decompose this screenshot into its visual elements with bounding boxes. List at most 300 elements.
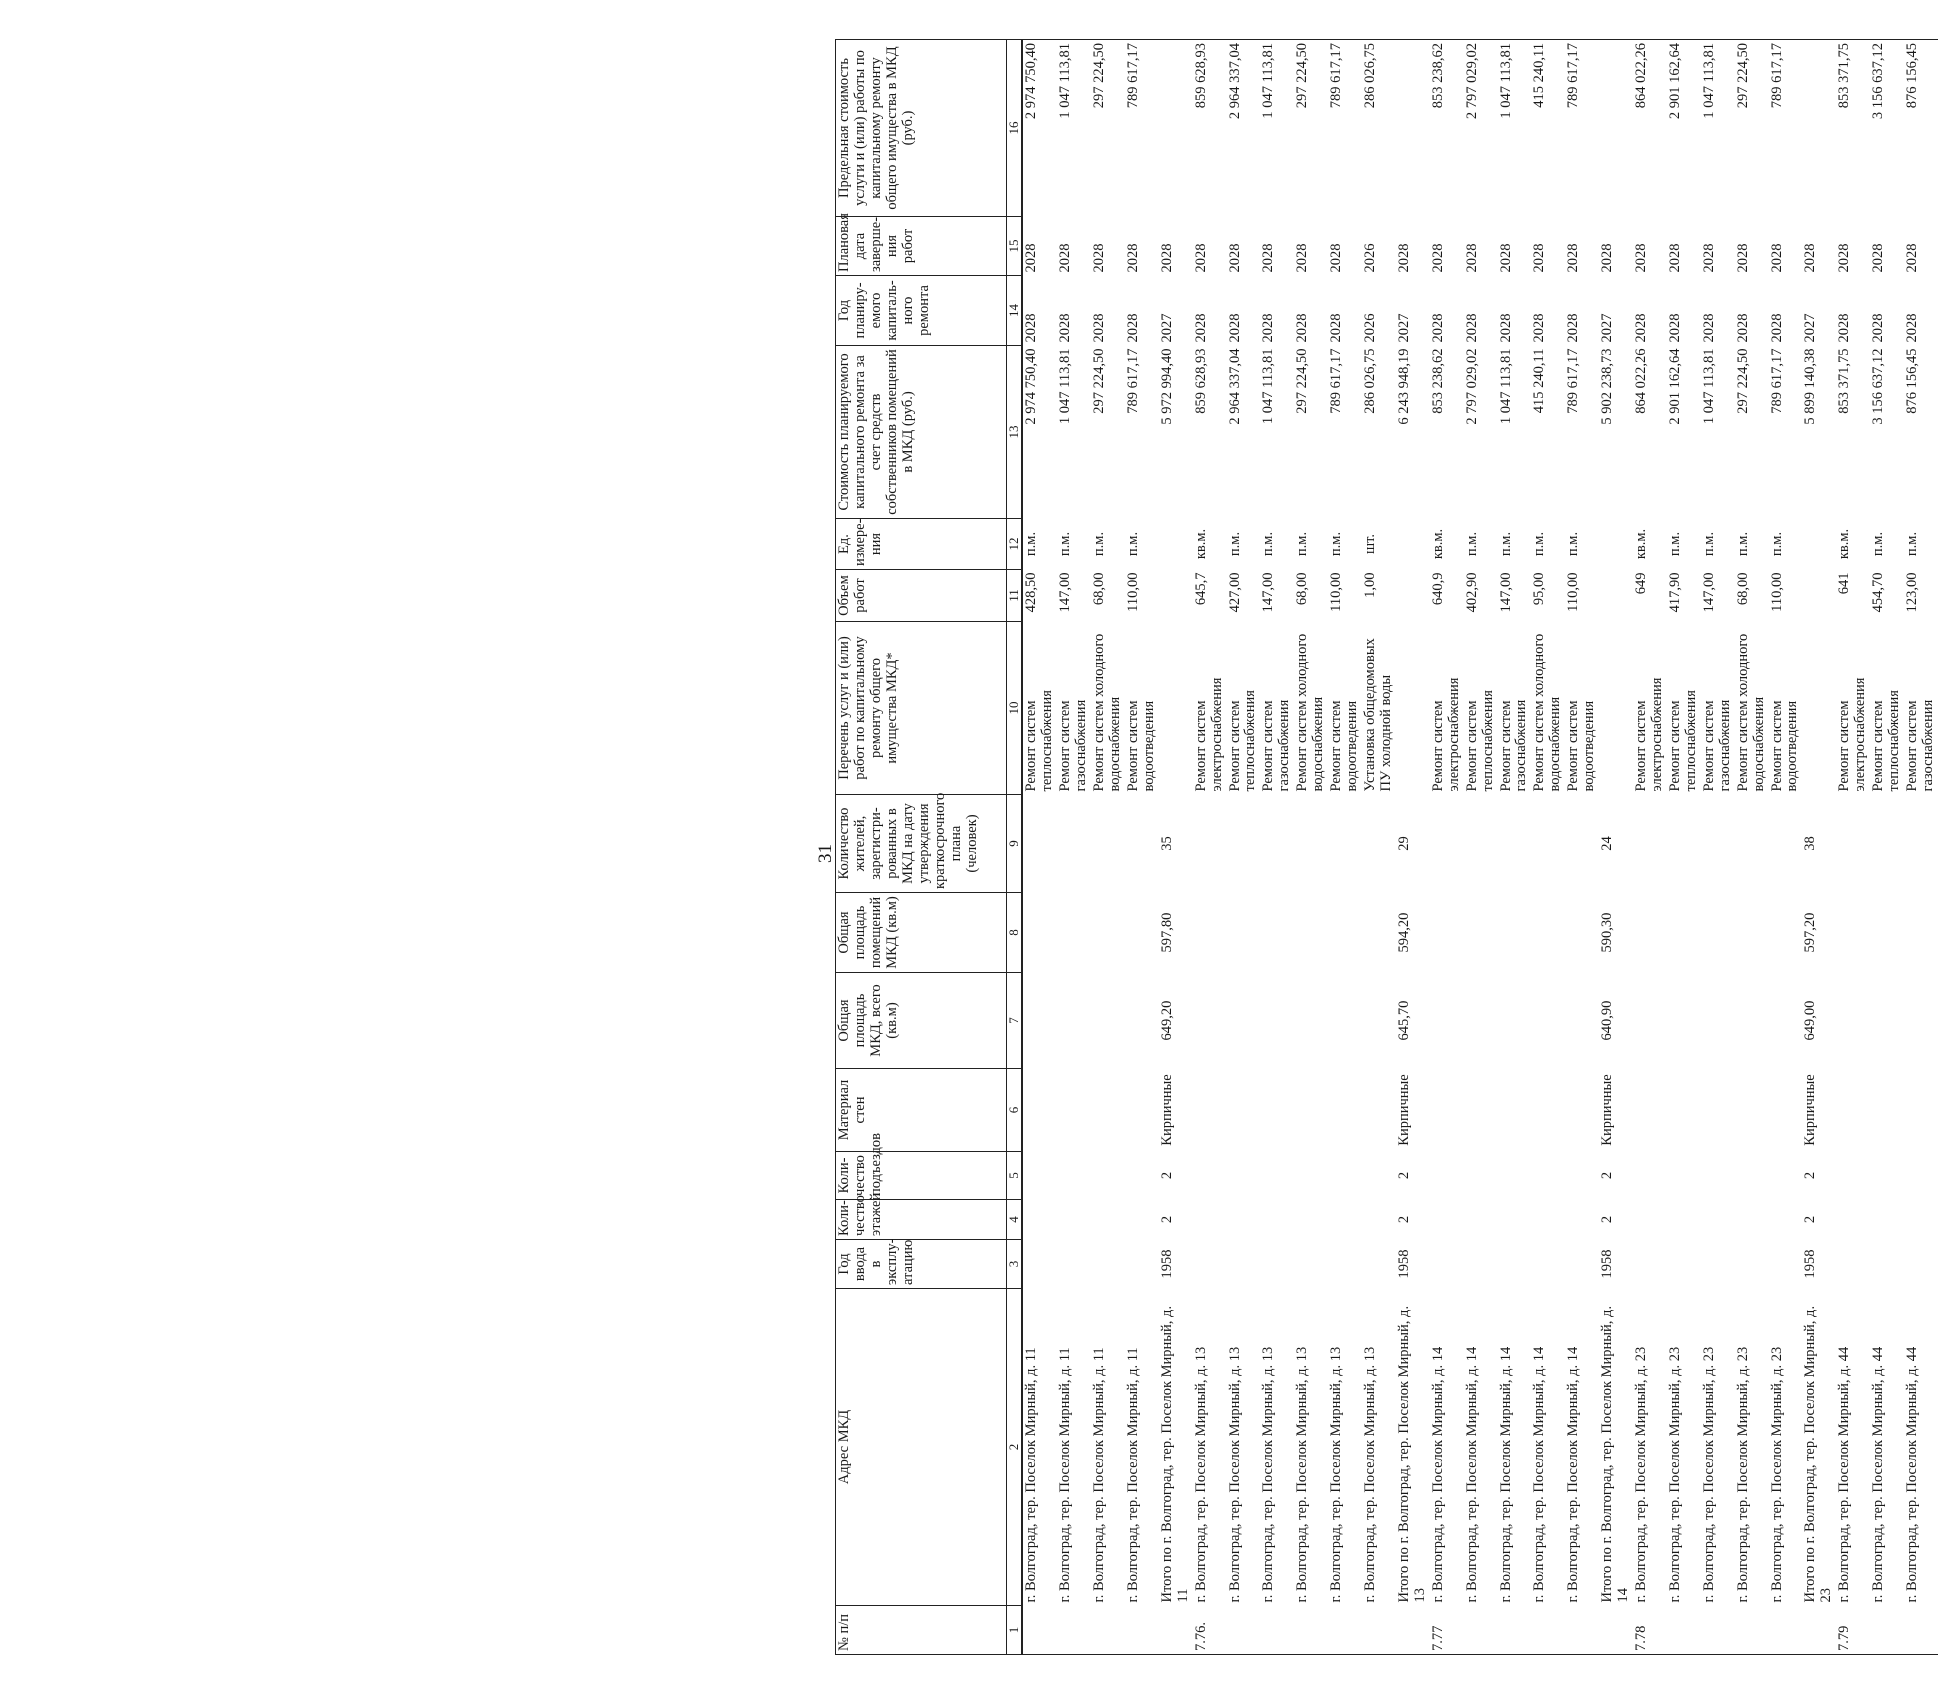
table-cell (1904, 795, 1938, 893)
table-cell (1904, 1606, 1938, 1655)
table-cell: 7.79 (1836, 1606, 1870, 1655)
table-cell (1836, 1152, 1870, 1200)
table-cell: 2027 (1599, 313, 1616, 343)
table-cell: Ремонт систем водоотведения (1768, 700, 1801, 792)
column-number-cell: 10 (1007, 622, 1023, 795)
table-cell (1294, 973, 1328, 1069)
table-cell: г. Волгоград, тер. Поселок Мирный, д. 23 (1700, 1346, 1717, 1603)
table-cell (1193, 795, 1227, 893)
table-cell: 123,00 (1904, 572, 1921, 613)
table-cell (1091, 973, 1125, 1069)
table-cell (1498, 1606, 1532, 1655)
table-cell (1362, 893, 1396, 973)
table-cell: 853 371,75 (1836, 348, 1853, 414)
table-cell: п.м. (1463, 531, 1480, 557)
table-cell: 859 628,93 (1192, 348, 1209, 414)
table-cell (1599, 570, 1633, 622)
table-cell: 110,00 (1565, 572, 1582, 612)
table-cell: 2028 (1091, 313, 1108, 343)
table-cell (1328, 1240, 1362, 1289)
table-cell (1396, 570, 1430, 622)
table-cell: 2028 (1124, 313, 1141, 343)
column-number-cell: 12 (1007, 519, 1023, 570)
table-cell (1599, 1606, 1633, 1655)
table-row (1057, 40, 1091, 1655)
table-header (836, 40, 1023, 1655)
table-cell (1430, 795, 1464, 893)
table-cell: г. Волгоград, тер. Поселок Мирный, д. 14 (1463, 1346, 1480, 1603)
table-cell (1769, 1069, 1803, 1152)
table-cell (1701, 1152, 1735, 1200)
table-cell: п.м. (1870, 531, 1887, 557)
table-cell: п.м. (1057, 531, 1074, 557)
table-cell (1260, 795, 1294, 893)
table-cell: г. Волгоград, тер. Поселок Мирный, д. 44 (1870, 1346, 1887, 1603)
table-cell (1565, 1200, 1599, 1240)
table-cell: 597,80 (1158, 912, 1175, 953)
table-cell: 286 026,75 (1362, 348, 1379, 414)
table-cell (1057, 795, 1091, 893)
table-cell (1769, 893, 1803, 973)
table-cell: 2028 (1023, 243, 1040, 273)
table-cell (1362, 1240, 1396, 1289)
table-cell: г. Волгоград, тер. Поселок Мирный, д. 13 (1294, 1346, 1311, 1603)
header-cell: Плановая дата заверше-ния работ (836, 217, 1007, 276)
table-cell (1294, 1200, 1328, 1240)
table-cell (1057, 1240, 1091, 1289)
table-cell (1870, 1606, 1904, 1655)
table-cell: 2 974 750,40 (1022, 40, 1057, 217)
table-cell: 2 797 029,02 (1464, 40, 1498, 217)
table-cell: 2028 (1904, 243, 1921, 273)
table-cell: 2028 (1124, 243, 1141, 273)
table-cell (1531, 893, 1565, 973)
table-cell (1531, 1200, 1565, 1240)
table-cell (1057, 1200, 1091, 1240)
table-cell (1227, 1200, 1261, 1240)
table-cell (1802, 1606, 1836, 1655)
header-cell: № п/п (836, 1606, 1007, 1655)
table-cell (1091, 1200, 1125, 1240)
table-cell: 1958 (1802, 1249, 1819, 1279)
table-cell (1396, 40, 1430, 217)
table-cell: 2028 (1836, 243, 1853, 273)
table-cell (1870, 1240, 1904, 1289)
table-cell: Ремонт систем водоотведения (1328, 700, 1361, 792)
table-cell (1735, 1200, 1769, 1240)
header-cell: Количество жителей, зарегистри-рованных в МКД на дату утверждения краткосрочного плана (человек) (836, 795, 1007, 893)
table-cell (1802, 519, 1836, 570)
table-row (1701, 40, 1735, 1655)
table-cell: 640,90 (1599, 1000, 1616, 1041)
table-cell (1565, 1606, 1599, 1655)
table-cell: 68,00 (1734, 572, 1751, 606)
header-cell: Материал стен (836, 1069, 1007, 1152)
table-cell (1125, 1200, 1159, 1240)
table-cell: Ремонт систем холодного водоснабжения (1294, 633, 1327, 792)
table-cell (1022, 1200, 1057, 1240)
table-cell (1531, 1152, 1565, 1200)
table-cell: 2027 (1158, 313, 1175, 343)
table-cell: 415 240,11 (1531, 348, 1548, 414)
table-cell (1701, 1069, 1735, 1152)
table-cell (1836, 1200, 1870, 1240)
table-cell: 2 (1599, 1171, 1616, 1180)
table-cell: г. Волгоград, тер. Поселок Мирный, д. 11 (1023, 1347, 1040, 1603)
table-cell (1294, 893, 1328, 973)
table-cell: 38 (1802, 836, 1819, 851)
table-cell: 5 899 140,38 (1802, 348, 1819, 425)
table-cell (1498, 1200, 1532, 1240)
table-cell (1057, 1606, 1091, 1655)
table-body (1022, 40, 1938, 1655)
table-cell: п.м. (1497, 531, 1514, 557)
table-cell: г. Волгоград, тер. Поселок Мирный, д. 44 (1836, 1346, 1853, 1603)
table-cell (1633, 795, 1667, 893)
table-cell (1599, 40, 1633, 217)
table-cell (1531, 1069, 1565, 1152)
table-cell: 2 964 337,04 (1227, 40, 1261, 217)
table-cell: 2028 (1497, 313, 1514, 343)
table-cell (1701, 893, 1735, 973)
table-cell: 297 224,50 (1735, 40, 1769, 217)
table-cell: Ремонт систем электроснабжения (1429, 677, 1462, 792)
table-cell (1701, 973, 1735, 1069)
table-cell (1294, 1240, 1328, 1289)
table-cell: шт. (1362, 533, 1379, 555)
table-cell (1091, 1069, 1125, 1152)
table-cell: 2028 (1497, 243, 1514, 273)
table-cell: 2028 (1158, 243, 1175, 273)
table-cell: 876 156,45 (1904, 348, 1921, 414)
table-cell (1769, 1152, 1803, 1200)
table-cell: г. Волгоград, тер. Поселок Мирный, д. 23 (1768, 1346, 1785, 1603)
table-cell: 864 022,26 (1633, 348, 1650, 414)
table-cell: г. Волгоград, тер. Поселок Мирный, д. 13 (1192, 1346, 1209, 1603)
table-cell (1769, 973, 1803, 1069)
table-cell (1735, 893, 1769, 973)
table-cell: 2028 (1260, 243, 1277, 273)
table-cell (1125, 1069, 1159, 1152)
table-cell: 2 974 750,40 (1023, 348, 1040, 425)
table-cell (1531, 973, 1565, 1069)
column-number-cell: 11 (1007, 570, 1023, 622)
table-cell: 1 047 113,81 (1260, 348, 1277, 425)
table-cell (1362, 1152, 1396, 1200)
table-cell: п.м. (1531, 531, 1548, 557)
table-cell (1464, 973, 1498, 1069)
table-cell: г. Волгоград, тер. Поселок Мирный, д. 13 (1226, 1346, 1243, 1603)
table-cell: 2028 (1870, 313, 1887, 343)
table-cell: 876 156,45 (1904, 40, 1938, 217)
table-cell (1735, 1152, 1769, 1200)
table-cell (1769, 795, 1803, 893)
table-cell: 1 047 113,81 (1497, 348, 1514, 425)
table-cell: кв.м. (1192, 528, 1209, 560)
table-cell (1565, 893, 1599, 973)
table-cell: Ремонт систем газоснабжения (1700, 699, 1733, 792)
table-cell: 1 047 113,81 (1701, 40, 1735, 217)
table-cell: 7.77 (1430, 1606, 1464, 1655)
column-number-cell: 1 (1007, 1606, 1023, 1655)
table-cell (1430, 1200, 1464, 1240)
table-cell (1159, 1606, 1193, 1655)
table-cell (1125, 973, 1159, 1069)
table-cell (1328, 795, 1362, 893)
table-cell: г. Волгоград, тер. Поселок Мирный, д. 44 (1904, 1346, 1921, 1603)
table-row (1633, 40, 1667, 1655)
table-cell (1328, 1152, 1362, 1200)
table-row (1294, 40, 1328, 1655)
table-cell (1667, 1152, 1701, 1200)
table-cell (1565, 1069, 1599, 1152)
table-cell (1464, 1606, 1498, 1655)
table-cell: Итого по г. Волгоград, тер. Поселок Мирный, д. 23 (1802, 1305, 1835, 1603)
table-cell: 640,9 (1429, 572, 1446, 606)
table-cell (1565, 973, 1599, 1069)
table-cell (1328, 1606, 1362, 1655)
table-cell: 297 224,50 (1734, 348, 1751, 414)
table-cell: 2028 (1192, 313, 1209, 343)
table-cell: 428,50 (1023, 572, 1040, 613)
table-cell (1531, 795, 1565, 893)
table-cell: 594,20 (1395, 912, 1412, 953)
table-row (1836, 40, 1870, 1655)
table-cell (1802, 570, 1836, 622)
table-cell (1836, 973, 1870, 1069)
table-cell: 641 (1836, 572, 1853, 595)
table-cell: 2 901 162,64 (1666, 348, 1683, 425)
table-cell (1057, 1069, 1091, 1152)
table-cell: Ремонт систем теплоснабжения (1023, 690, 1056, 792)
table-cell (1836, 1069, 1870, 1152)
table-cell: 3 156 637,12 (1870, 40, 1904, 217)
table-cell: г. Волгоград, тер. Поселок Мирный, д. 23 (1734, 1346, 1751, 1603)
table-cell (1260, 1240, 1294, 1289)
table-cell (1260, 1200, 1294, 1240)
table-cell: 2026 (1362, 243, 1379, 273)
table-cell: 853 238,62 (1430, 40, 1464, 217)
table-cell: 2028 (1091, 243, 1108, 273)
table-cell: 597,20 (1802, 912, 1819, 953)
table-cell (1057, 1152, 1091, 1200)
page-number: 31 (815, 844, 836, 863)
table-cell: 297 224,50 (1294, 40, 1328, 217)
table-cell: 402,90 (1463, 572, 1480, 613)
table-cell (1430, 1152, 1464, 1200)
table-cell (1227, 893, 1261, 973)
table-cell: г. Волгоград, тер. Поселок Мирный, д. 23 (1666, 1346, 1683, 1603)
table-cell (1735, 1240, 1769, 1289)
table-cell: кв.м. (1633, 528, 1650, 560)
table-cell: 789 617,17 (1769, 40, 1803, 217)
table-cell (1769, 1606, 1803, 1655)
table-cell (1159, 40, 1193, 217)
table-cell: 2028 (1328, 243, 1345, 273)
table-cell: 35 (1158, 836, 1175, 851)
table-row (1260, 40, 1294, 1655)
table-cell (1125, 1152, 1159, 1200)
column-number-cell: 9 (1007, 795, 1023, 893)
table-cell: г. Волгоград, тер. Поселок Мирный, д. 14 (1565, 1346, 1582, 1603)
table-row (1464, 40, 1498, 1655)
column-number-cell: 4 (1007, 1200, 1023, 1240)
table-cell: Ремонт систем водоотведения (1565, 700, 1598, 792)
table-cell: 2 901 162,64 (1667, 40, 1701, 217)
table-cell (1260, 1606, 1294, 1655)
table-cell: 590,30 (1599, 912, 1616, 953)
table-cell: п.м. (1328, 531, 1345, 557)
table-cell: 2028 (1328, 313, 1345, 343)
table-cell: 1 047 113,81 (1057, 348, 1074, 425)
table-cell: 110,00 (1124, 572, 1141, 612)
table-cell (1464, 1152, 1498, 1200)
table-cell: Установка общедомовых ПУ холодной воды (1362, 638, 1394, 792)
table-cell: 1 047 113,81 (1498, 40, 1532, 217)
table-cell (1836, 1240, 1870, 1289)
table-cell: 427,00 (1226, 572, 1243, 613)
table-cell: 2028 (1734, 243, 1751, 273)
table-row (1022, 40, 1057, 1655)
table-cell (1667, 1069, 1701, 1152)
table-row (1870, 40, 1904, 1655)
table-cell: Ремонт систем электроснабжения (1633, 677, 1665, 792)
table-cell: 2 (1395, 1215, 1412, 1224)
table-cell: п.м. (1023, 531, 1040, 557)
table-cell: Ремонт систем теплоснабжения (1870, 690, 1903, 792)
table-cell: 147,00 (1700, 572, 1717, 613)
table-cell (1633, 893, 1667, 973)
header-cell: Перечень услуг и (или) работ по капитальному ремонту общего имущества МКД* (836, 622, 1007, 795)
header-cell: Объем работ (836, 570, 1007, 622)
table-row (1193, 40, 1227, 1655)
table-cell (1328, 1200, 1362, 1240)
table-cell: кв.м. (1836, 528, 1853, 560)
table-cell: 2028 (1700, 243, 1717, 273)
table-cell (1022, 893, 1057, 973)
header-cell: Ед. измере-ния (836, 519, 1007, 570)
table-cell: 2028 (1192, 243, 1209, 273)
table-row (1667, 40, 1701, 1655)
table-cell (1396, 1606, 1430, 1655)
table-cell: 789 617,17 (1328, 40, 1362, 217)
table-cell: Кирпичные (1802, 1074, 1819, 1146)
table-cell: г. Волгоград, тер. Поселок Мирный, д. 11 (1057, 1347, 1074, 1603)
table-cell (1633, 1240, 1667, 1289)
table-cell (1227, 1606, 1261, 1655)
table-row (1091, 40, 1125, 1655)
header-cell: Коли-чество этажей (836, 1200, 1007, 1240)
table-cell (1870, 973, 1904, 1069)
table-cell (1362, 1069, 1396, 1152)
table-row (1904, 40, 1938, 1655)
table-cell (1701, 795, 1735, 893)
table-cell: 2028 (1836, 313, 1853, 343)
table-cell (1091, 1240, 1125, 1289)
table-cell: 2028 (1531, 313, 1548, 343)
table-cell: 1958 (1599, 1249, 1616, 1279)
table-cell: 7.76. (1193, 1606, 1227, 1655)
table-cell (1904, 1240, 1938, 1289)
table-cell: 2 (1395, 1171, 1412, 1180)
table-cell (1193, 1240, 1227, 1289)
table-cell: 297 224,50 (1091, 40, 1125, 217)
table-cell (1362, 795, 1396, 893)
table-cell (1193, 1069, 1227, 1152)
table-cell (1904, 893, 1938, 973)
table-cell (1328, 1069, 1362, 1152)
table-cell (1802, 40, 1836, 217)
table-cell (1159, 519, 1193, 570)
table-row (1769, 40, 1803, 1655)
table-cell: 2028 (1599, 243, 1616, 273)
table-cell (1125, 795, 1159, 893)
table-cell: Ремонт систем теплоснабжения (1463, 690, 1496, 792)
table-cell: 2028 (1802, 243, 1819, 273)
table-cell (1904, 1152, 1938, 1200)
table-cell: 297 224,50 (1091, 348, 1108, 414)
table-cell (1260, 893, 1294, 973)
table-cell: 1,00 (1362, 572, 1379, 598)
column-number-row (1007, 40, 1023, 1655)
table-cell: 2028 (1023, 313, 1040, 343)
table-cell (1870, 1152, 1904, 1200)
table-cell (1904, 1069, 1938, 1152)
table-cell (1667, 1606, 1701, 1655)
table-cell (1125, 1606, 1159, 1655)
column-number-cell: 5 (1007, 1152, 1023, 1200)
table-cell (1159, 570, 1193, 622)
table-cell: 1 047 113,81 (1057, 40, 1091, 217)
table-cell (1022, 1606, 1057, 1655)
column-number-cell: 3 (1007, 1240, 1023, 1289)
header-cell: Общая площадь МКД, всего (кв.м) (836, 973, 1007, 1069)
total-row (1396, 40, 1430, 1655)
table-row (1498, 40, 1532, 1655)
table-cell (1328, 973, 1362, 1069)
table-cell: Ремонт систем электроснабжения (1192, 677, 1225, 792)
table-cell: 789 617,17 (1124, 348, 1141, 414)
total-row (1159, 40, 1193, 1655)
table-cell (1430, 973, 1464, 1069)
table-cell (1633, 1069, 1667, 1152)
table-cell: п.м. (1734, 531, 1751, 557)
table-cell: 2028 (1633, 243, 1650, 273)
table-cell: 2028 (1429, 313, 1446, 343)
table-cell (1836, 795, 1870, 893)
table-cell (1022, 1152, 1057, 1200)
table-cell: 2028 (1294, 243, 1311, 273)
table-cell (1464, 795, 1498, 893)
table-cell: Кирпичные (1395, 1074, 1412, 1146)
table-cell: 1 047 113,81 (1700, 348, 1717, 425)
table-cell (1227, 795, 1261, 893)
table-cell (1498, 893, 1532, 973)
total-row (1599, 40, 1633, 1655)
table-row (1565, 40, 1599, 1655)
table-cell (1159, 622, 1193, 795)
table-cell (1565, 795, 1599, 893)
table-cell: г. Волгоград, тер. Поселок Мирный, д. 23 (1633, 1346, 1650, 1603)
table-cell: 2028 (1870, 243, 1887, 273)
table-cell (1498, 1240, 1532, 1289)
table-cell (1294, 1069, 1328, 1152)
table-cell: 1958 (1158, 1249, 1175, 1279)
table-cell: 649 (1633, 572, 1650, 595)
table-cell: Ремонт систем газоснабжения (1497, 699, 1530, 792)
table-cell: 2028 (1395, 243, 1412, 273)
table-cell: 2028 (1904, 313, 1921, 343)
